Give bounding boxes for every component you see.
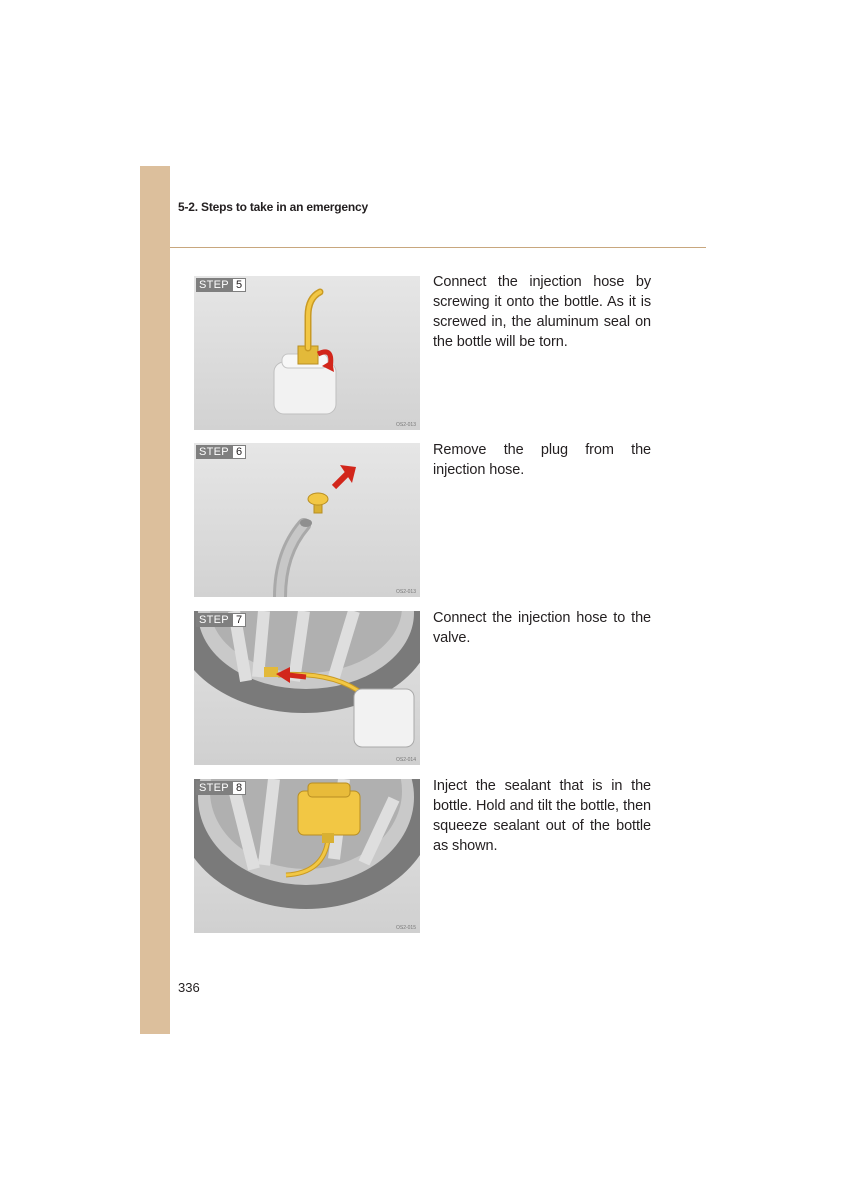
step-5-illustration <box>194 276 420 430</box>
step-badge: STEP 5 <box>196 278 246 292</box>
plug-removal-illustration <box>194 443 420 597</box>
step-8-text: Inject the sealant that is in the bottle. Hold and tilt the bottle, then squeeze sealant out of the bottle as shown. <box>433 778 651 854</box>
step-badge: STEP 7 <box>196 613 246 627</box>
section-header: 5-2. Steps to take in an emergency <box>178 200 368 214</box>
hose-to-valve-illustration <box>194 611 420 765</box>
header-divider <box>170 247 706 248</box>
step-7-text: Connect the injection hose to the valve. <box>433 610 651 646</box>
step-8-illustration <box>194 779 420 933</box>
side-tab-bar <box>140 166 170 1034</box>
step-badge: STEP 8 <box>196 781 246 795</box>
step-7-illustration <box>194 611 420 765</box>
image-code: OS2-013 <box>395 422 416 428</box>
page-number: 336 <box>178 980 200 995</box>
step-6-text: Remove the plug from the injection hose. <box>433 442 651 478</box>
image-code: OS2-014 <box>395 757 416 763</box>
step-5-text: Connect the injection hose by screwing it onto the bottle. As it is screwed in, the aluminum seal on the bottle will be torn. <box>433 274 651 350</box>
image-code: OS2-013 <box>395 589 416 595</box>
step-badge: STEP 6 <box>196 445 246 459</box>
image-code: OS2-015 <box>395 925 416 931</box>
inject-sealant-illustration <box>194 779 420 933</box>
step-6-illustration <box>194 443 420 597</box>
bottle-hose-illustration <box>194 276 420 430</box>
